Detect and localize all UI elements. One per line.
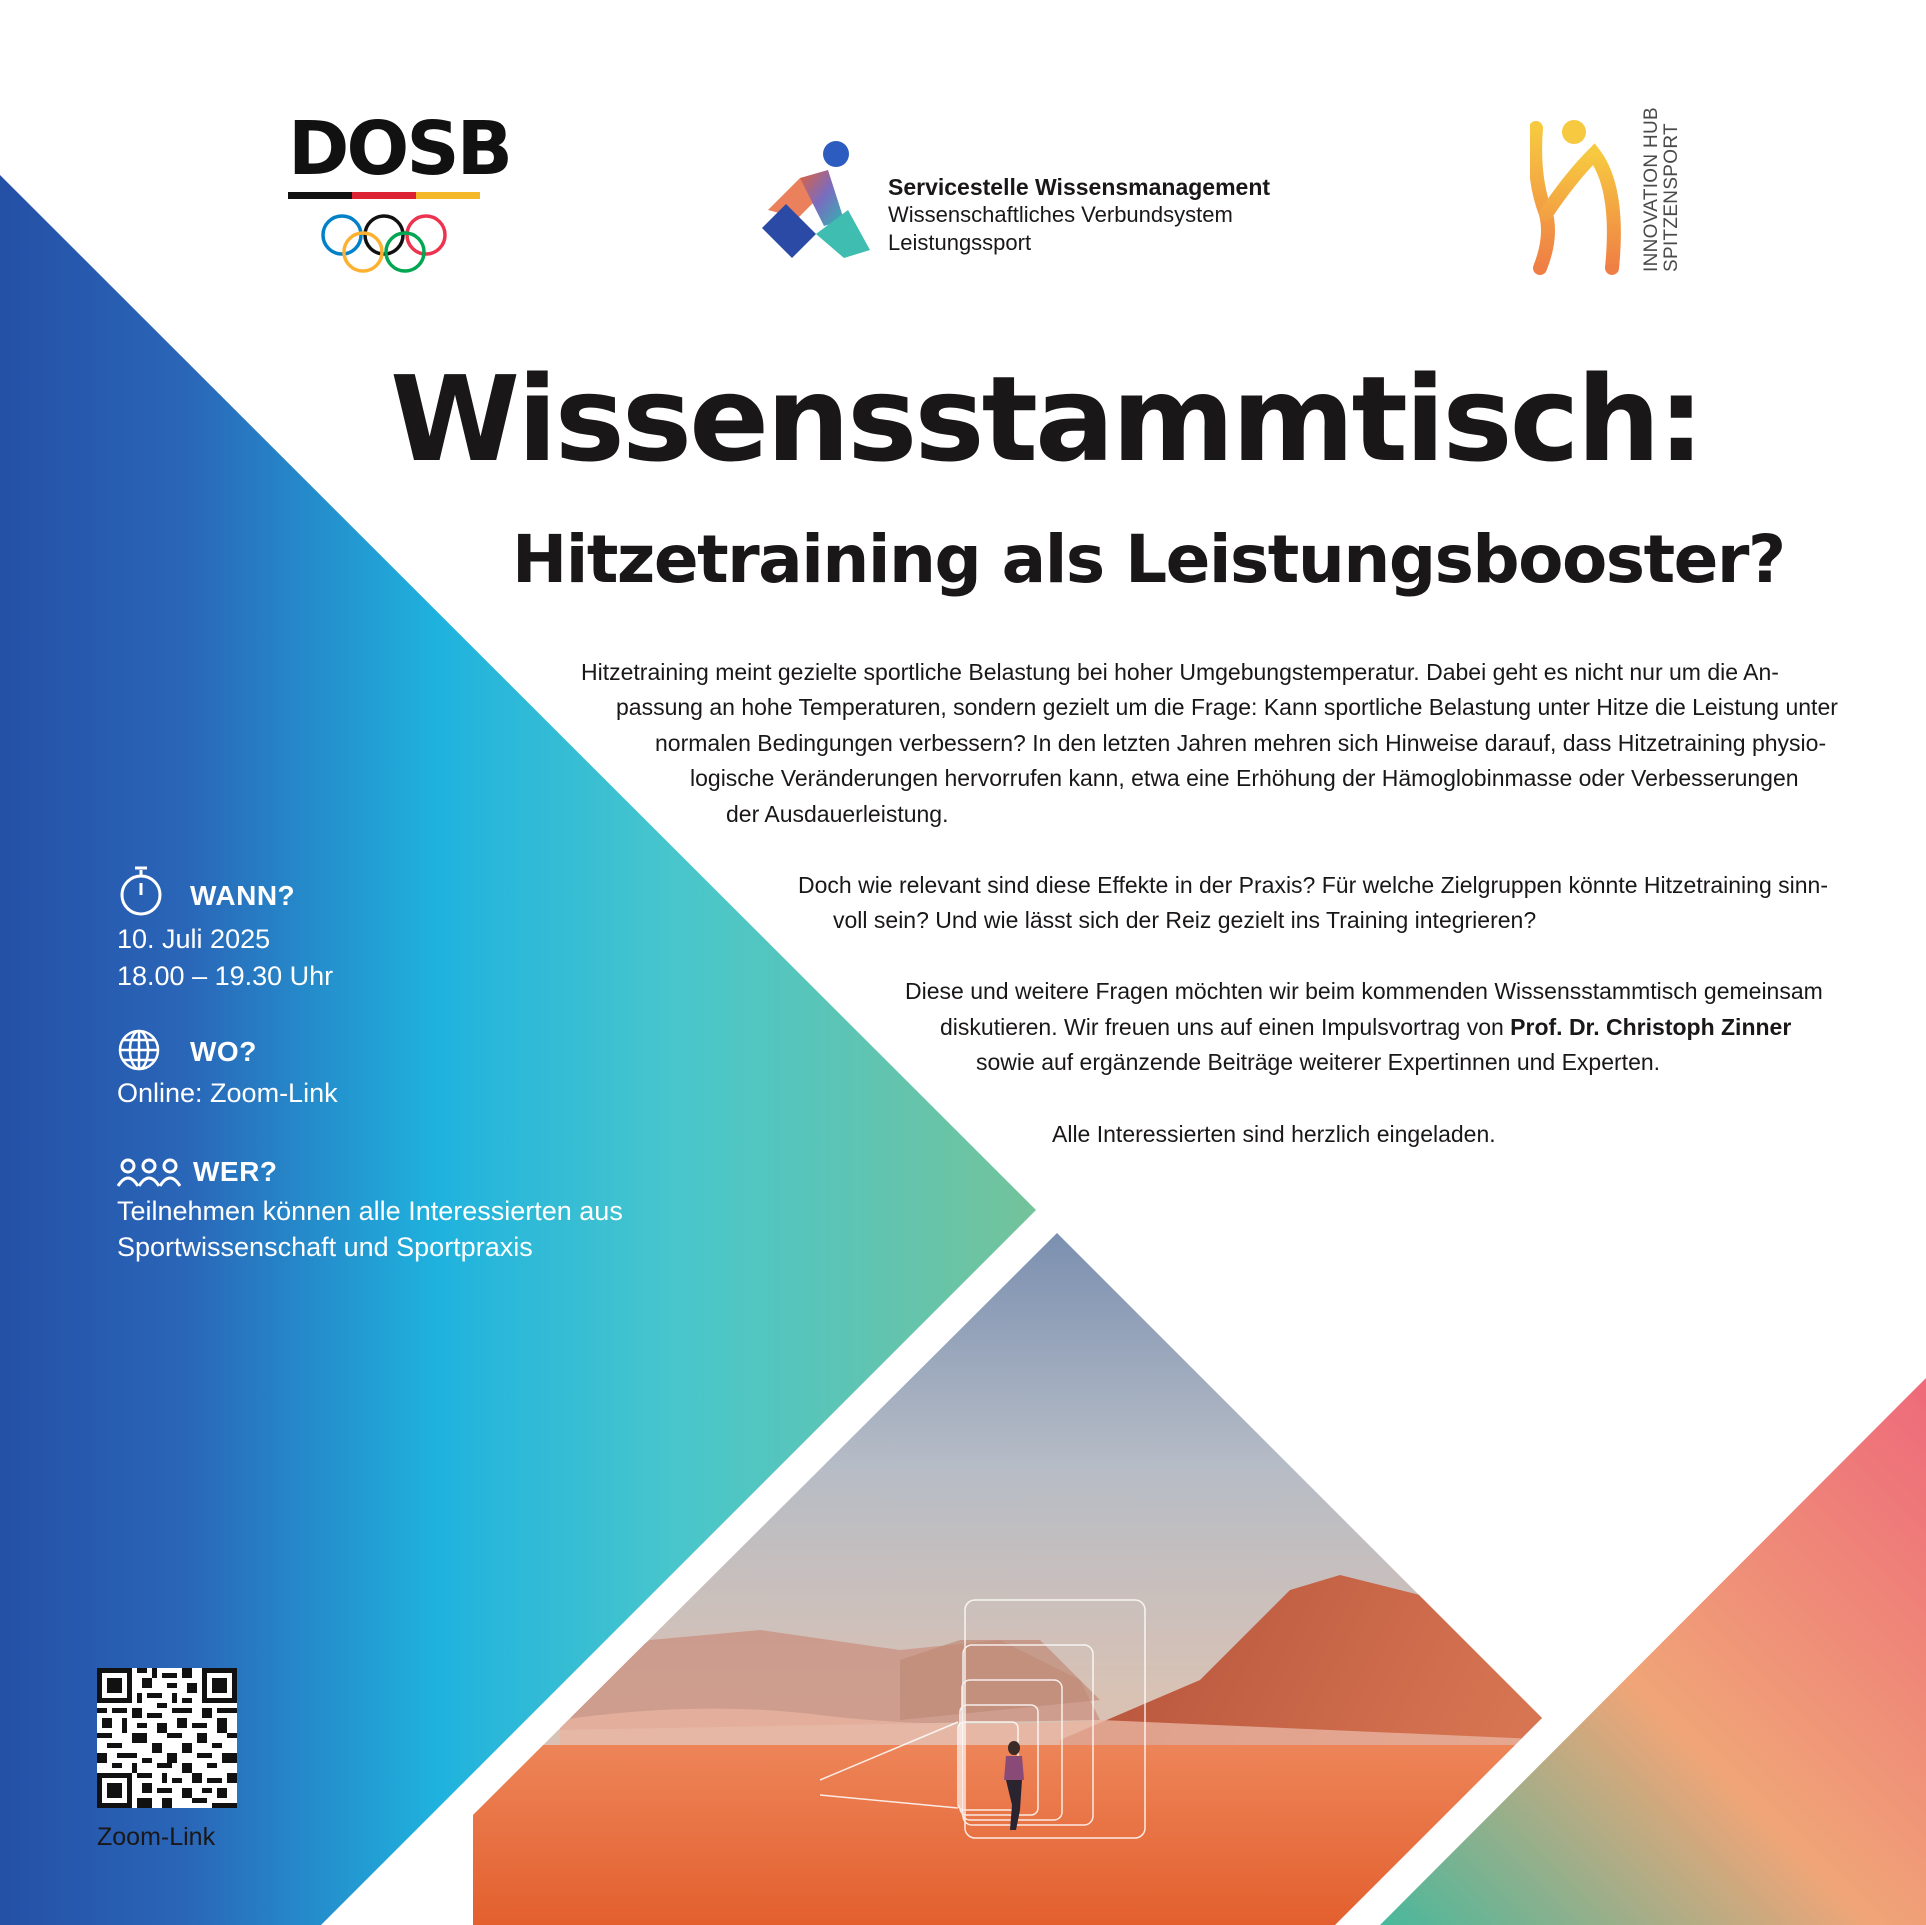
paragraph-closing: Alle Interessierten sind herzlich eingeladen.	[1052, 1121, 1496, 1147]
paragraph-line: normalen Bedingungen verbessern? In den letzten Jahren mehren sich Hinweise darauf, dass Hitzetraining physio-	[655, 730, 1827, 756]
dosb-wordmark: DOSB	[288, 106, 511, 192]
audience-line2: Sportwissenschaft und Sportpraxis	[117, 1232, 533, 1262]
when-heading: WANN?	[190, 880, 296, 911]
stopwatch-icon	[117, 864, 165, 918]
audience-line1: Teilnehmen können alle Interessierten aus	[117, 1196, 623, 1226]
who-heading: WER?	[193, 1156, 278, 1187]
paragraph-line: Doch wie relevant sind diese Effekte in der Praxis? Für welche Zielgruppen könnte Hitzetraining sinn-	[798, 872, 1828, 898]
globe-icon	[117, 1028, 161, 1072]
athlete-mark-icon	[758, 140, 882, 266]
qr-label: Zoom-Link	[97, 1823, 216, 1851]
paragraph-line	[940, 1010, 1791, 1046]
people-icon	[117, 1158, 181, 1188]
paragraph-line: Hitzetraining meint gezielte sportliche Belastung bei hoher Umgebungstemperatur. Dabei geht es nicht nur um die An-	[581, 659, 1779, 685]
hub-text-line2: SPITZENSPORT	[1661, 123, 1682, 272]
hub-figure-icon	[1530, 118, 1640, 278]
event-time: 18.00 – 19.30 Uhr	[117, 961, 334, 991]
servicestelle-line3: Leistungssport	[888, 230, 1032, 255]
paragraph-line: Diese und weitere Fragen möchten wir beim kommenden Wissensstammtisch gemeinsam	[905, 978, 1823, 1004]
olympic-rings-icon	[288, 188, 480, 274]
event-location: Online: Zoom-Link	[117, 1078, 338, 1108]
paragraph-line: voll sein? Und wie lässt sich der Reiz gezielt ins Training integrieren?	[833, 907, 1537, 933]
hub-text	[1642, 107, 1682, 272]
qr-code[interactable]	[97, 1668, 237, 1808]
paragraph-line: logische Veränderungen hervorrufen kann, etwa eine Erhöhung der Hämoglobinmasse oder Verbesserungen	[690, 765, 1799, 791]
speaker-name: Prof. Dr. Christoph Zinner	[1510, 1014, 1792, 1040]
page-title: Wissensstammtisch:	[390, 350, 1702, 488]
where-heading: WO?	[190, 1036, 257, 1067]
paragraph-text: diskutieren. Wir freuen uns auf einen Impulsvortrag von	[940, 1014, 1511, 1040]
event-date: 10. Juli 2025	[117, 924, 271, 954]
servicestelle-line2: Wissenschaftliches Verbundsystem	[888, 202, 1233, 227]
servicestelle-line1: Servicestelle Wissensmanagement	[888, 174, 1271, 200]
hub-text-line1: INNOVATION HUB	[1641, 106, 1662, 272]
paragraph-line: der Ausdauerleistung.	[726, 801, 949, 827]
paragraph-line: passung an hohe Temperaturen, sondern gezielt um die Frage: Kann sportliche Belastung unter Hitze die Leistung unter	[616, 694, 1838, 720]
paragraph-line: sowie auf ergänzende Beiträge weiterer Expertinnen und Experten.	[976, 1049, 1661, 1075]
page-subtitle: Hitzetraining als Leistungsbooster?	[512, 521, 1785, 598]
